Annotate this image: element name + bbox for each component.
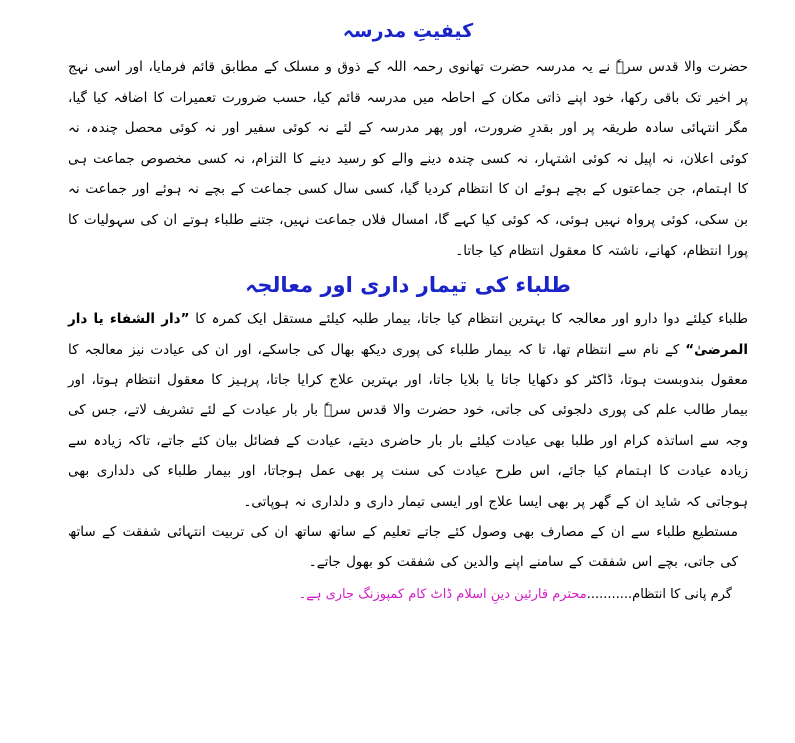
paragraph-student-care — [68, 304, 748, 517]
section-heading-student-care: طلباء کی تیمار داری اور معالجہ — [245, 273, 571, 298]
section-heading-madrasa-condition: کیفیتِ مدرسہ — [342, 20, 474, 42]
student-care-rest-text: کے نام سے انتظام تھا، تا کہ بیمار طلباء کی پوری دیکھ بھال کی جاسکے، اور ان کی عیادت نیز معالجہ کا معقول بندوبست ہوتا، ڈاکٹر کو دکھایا جاتا یا بلایا جاتا، اور بہترین علاج کرایا جاتا، پرہیز کا معقول انتظام ہوتا، اور بیمار طالب علم کی پوری دلجوئی کی جاتی، خود حضرت والا قدس سرہٗ بار بار عیادت کے لئے تشریف لاتے، جس کی وجہ سے اساتذہ کرام اور طلبا بھی عیادت کیلئے بار بار حاضری دیتے، عیادت کے فضائل بیان کئے جاتے، تاکہ زیادہ سے زیادہ عیادت کا اہتمام کیا جائے، اس طرح عیادت کی سنت پر بھی عمل ہوجاتا، اور بیمار طلباء کی دلداری بھی ہوجاتی کہ شاید ان کے گھر پر بھی ایسا علاج اور ایسی تیمار داری و دلداری نہ ہوپاتی۔ — [68, 341, 748, 510]
dar-ul-shifa-quote: ”دار الشفاء یا دار المرضیٰ“ — [68, 311, 748, 358]
footer-dots: ........... — [586, 587, 633, 602]
paragraph-madrasa-condition: حضرت والا قدس سرہٗ نے یہ مدرسہ حضرت تھانوی رحمہ اللہ کے ذوق و مسلک کے مطابق قائم فرمایا، اور اسی نہج پر اخیر تک باقی رکھا، خود اپنے ذاتی مکان کے احاطہ میں مدرسہ قائم کیا، حسب ضرورت تعمیرات کا اضافہ کیا گیا، مگر انتہائی سادہ طریقہ پر اور بقدرِ ضرورت، اور پھر مدرسہ کے لئے نہ کوئی سفیر اور نہ کوئی محصل چندہ، نہ کوئی اعلان، نہ اپیل نہ کوئی اشتہار، نہ کسی چندہ دینے والے کو رسید دینے کا التزام، نہ کسی مخصوص جماعت ہی کا اہتمام، جن جماعتوں کے بچے ہوئے ان کا انتظام کردیا گیا، کسی سال کسی جماعت کے بچے نہ ہوئے اور جماعت نہ بن سکی، کوئی پرواہ نہیں ہوئی، کہ کوئی کیا کہے گا، امسال فلاں جماعت نہیں، جتنے طلباء ہوتے ان کی سہولیات کا پورا انتظام، کھانے، ناشتہ کا معقول انتظام کیا جاتا۔ — [68, 59, 748, 259]
next-section-title: گرم پانی کا انتظام — [632, 587, 732, 602]
document-page — [68, 14, 748, 609]
paragraph-student-expenses: مستطیع طلباء سے ان کے مصارف بھی وصول کئے جاتے تعلیم کے ساتھ ساتھ ان کی تربیت انتہائی شفقت کے ساتھ کی جاتی، بچے اس شفقت کے سامنے اپنے والدین کی شفقت کو بھول جاتے۔ — [68, 524, 738, 570]
composing-in-progress-note: محترم قارئین دینِ اسلام ڈاٹ کام کمپوزنگ جاری ہے۔ — [298, 587, 587, 602]
footer-line — [68, 581, 748, 609]
student-care-lead-text: طلباء کیلئے دوا دارو اور معالجہ کا بہترین انتظام کیا جاتا، بیمار طلبہ کیلئے مستقل ایک کمرہ کا — [195, 311, 749, 328]
